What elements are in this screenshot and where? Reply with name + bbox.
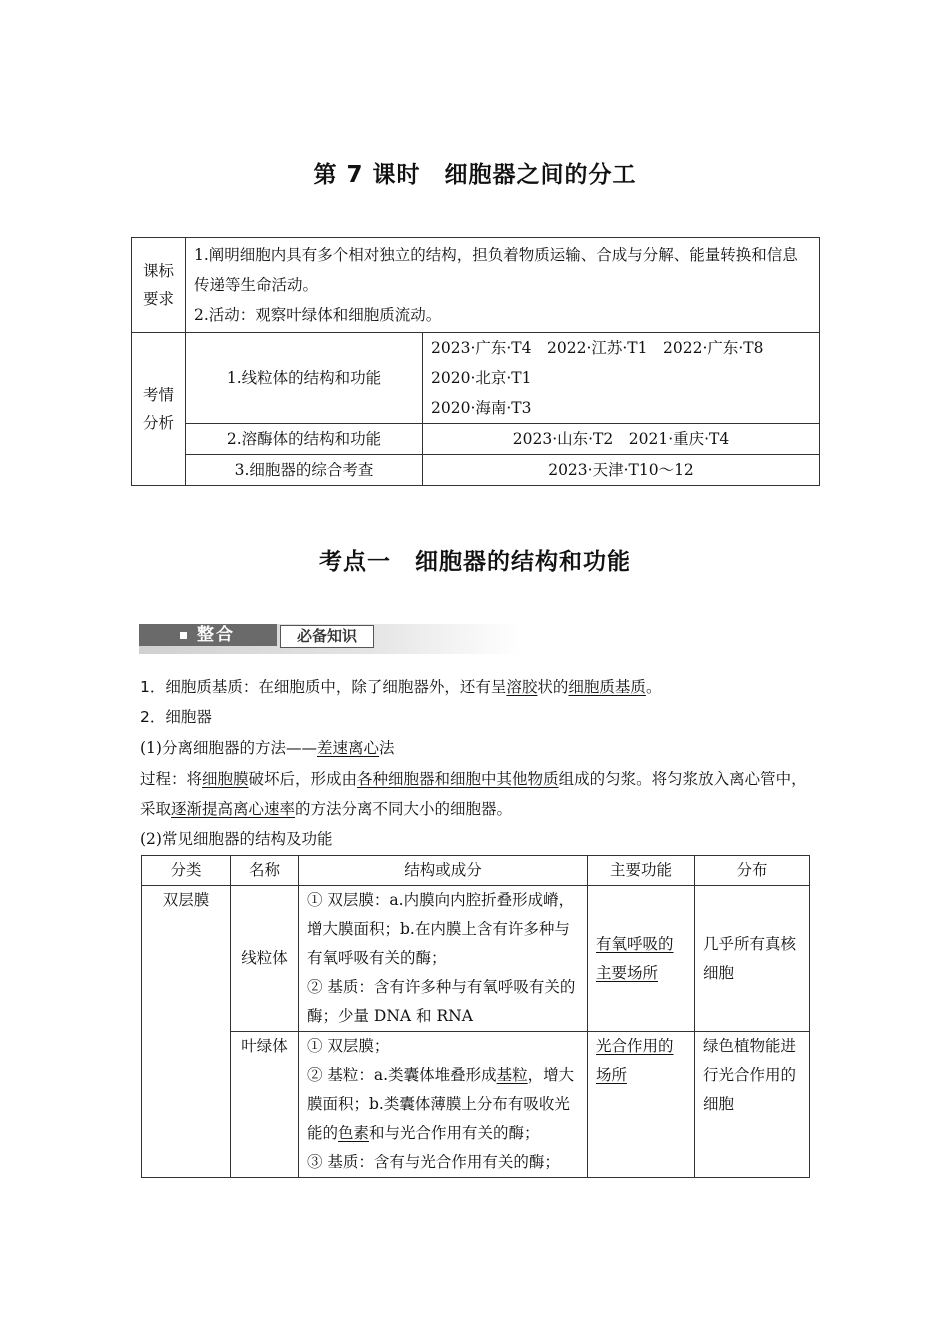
exam-label: 考情 分析	[132, 333, 186, 486]
table-header-row	[142, 856, 810, 886]
standards-table	[131, 237, 820, 486]
paragraph-process: 过程：将细胞膜破坏后，形成由各种细胞器和细胞中其他物质组成的匀浆。将匀浆放入离心管中，采取逐渐提高离心速率的方法分离不同大小的细胞器。	[140, 770, 807, 818]
exam-refs: 2023·广东·T4 2022·江苏·T1 2022·广东·T8 2020·北京·T1 2020·海南·T3	[423, 333, 820, 424]
paragraph-cytosol: 1．细胞质基质：在细胞质中，除了细胞器外，还有呈溶胶状的细胞质基质。	[140, 678, 662, 696]
category-cell: 双层膜	[142, 886, 231, 1178]
req-content: 1.阐明细胞内具有多个相对独立的结构，担负着物质运输、合成与分解、能量转换和信息传递等生命活动。 2.活动：观察叶绿体和细胞质流动。	[186, 238, 820, 333]
exam-topic: 3.细胞器的综合考查	[186, 455, 423, 486]
function-cell: 有氧呼吸的主要场所	[588, 886, 695, 1032]
structure-cell: ① 双层膜：a.内膜向内腔折叠形成嵴，增大膜面积；b.在内膜上含有许多种与有氧呼吸有关的酶； ② 基质：含有许多种与有氧呼吸有关的酶；少量 DNA 和 RNA	[299, 886, 588, 1032]
section-banner	[139, 624, 521, 654]
exam-topic: 1.线粒体的结构和功能	[186, 333, 423, 424]
table-row	[142, 886, 810, 1032]
organelle-table	[141, 855, 810, 1178]
function-cell: 光合作用的场所	[588, 1032, 695, 1178]
standards-row	[132, 238, 820, 333]
header-cell: 分布	[695, 856, 810, 886]
table-row	[142, 1032, 810, 1178]
paragraph-organelles-head: 2．细胞器	[140, 708, 212, 726]
banner-tag: 必备知识	[280, 625, 374, 648]
name-cell: 线粒体	[231, 886, 299, 1032]
header-cell: 分类	[142, 856, 231, 886]
section-title: 考点一 细胞器的结构和功能	[319, 549, 631, 575]
exam-refs: 2023·山东·T2 2021·重庆·T4	[423, 424, 820, 455]
header-cell: 主要功能	[588, 856, 695, 886]
paragraph-table-caption: (2)常见细胞器的结构及功能	[140, 830, 333, 848]
req-label: 课标 要求	[132, 238, 186, 333]
exam-row	[132, 333, 820, 424]
structure-cell: ① 双层膜； ② 基粒：a.类囊体堆叠形成基粒，增大膜面积；b.类囊体薄膜上分布有吸收光能的色素和与光合作用有关的酶； ③ 基质：含有与光合作用有关的酶；	[299, 1032, 588, 1178]
name-cell: 叶绿体	[231, 1032, 299, 1178]
exam-topic: 2.溶酶体的结构和功能	[186, 424, 423, 455]
header-cell: 名称	[231, 856, 299, 886]
exam-row	[132, 455, 820, 486]
distribution-cell: 几乎所有真核细胞	[695, 886, 810, 1032]
paragraph-method: (1)分离细胞器的方法——差速离心法	[140, 739, 395, 757]
header-cell: 结构或成分	[299, 856, 588, 886]
square-bullet-icon	[180, 632, 187, 639]
banner-label: 整合	[197, 625, 235, 645]
distribution-cell: 绿色植物能进行光合作用的细胞	[695, 1032, 810, 1178]
lesson-title: 第 7 课时 细胞器之间的分工	[313, 162, 637, 188]
exam-refs: 2023·天津·T10～12	[423, 455, 820, 486]
exam-row	[132, 424, 820, 455]
